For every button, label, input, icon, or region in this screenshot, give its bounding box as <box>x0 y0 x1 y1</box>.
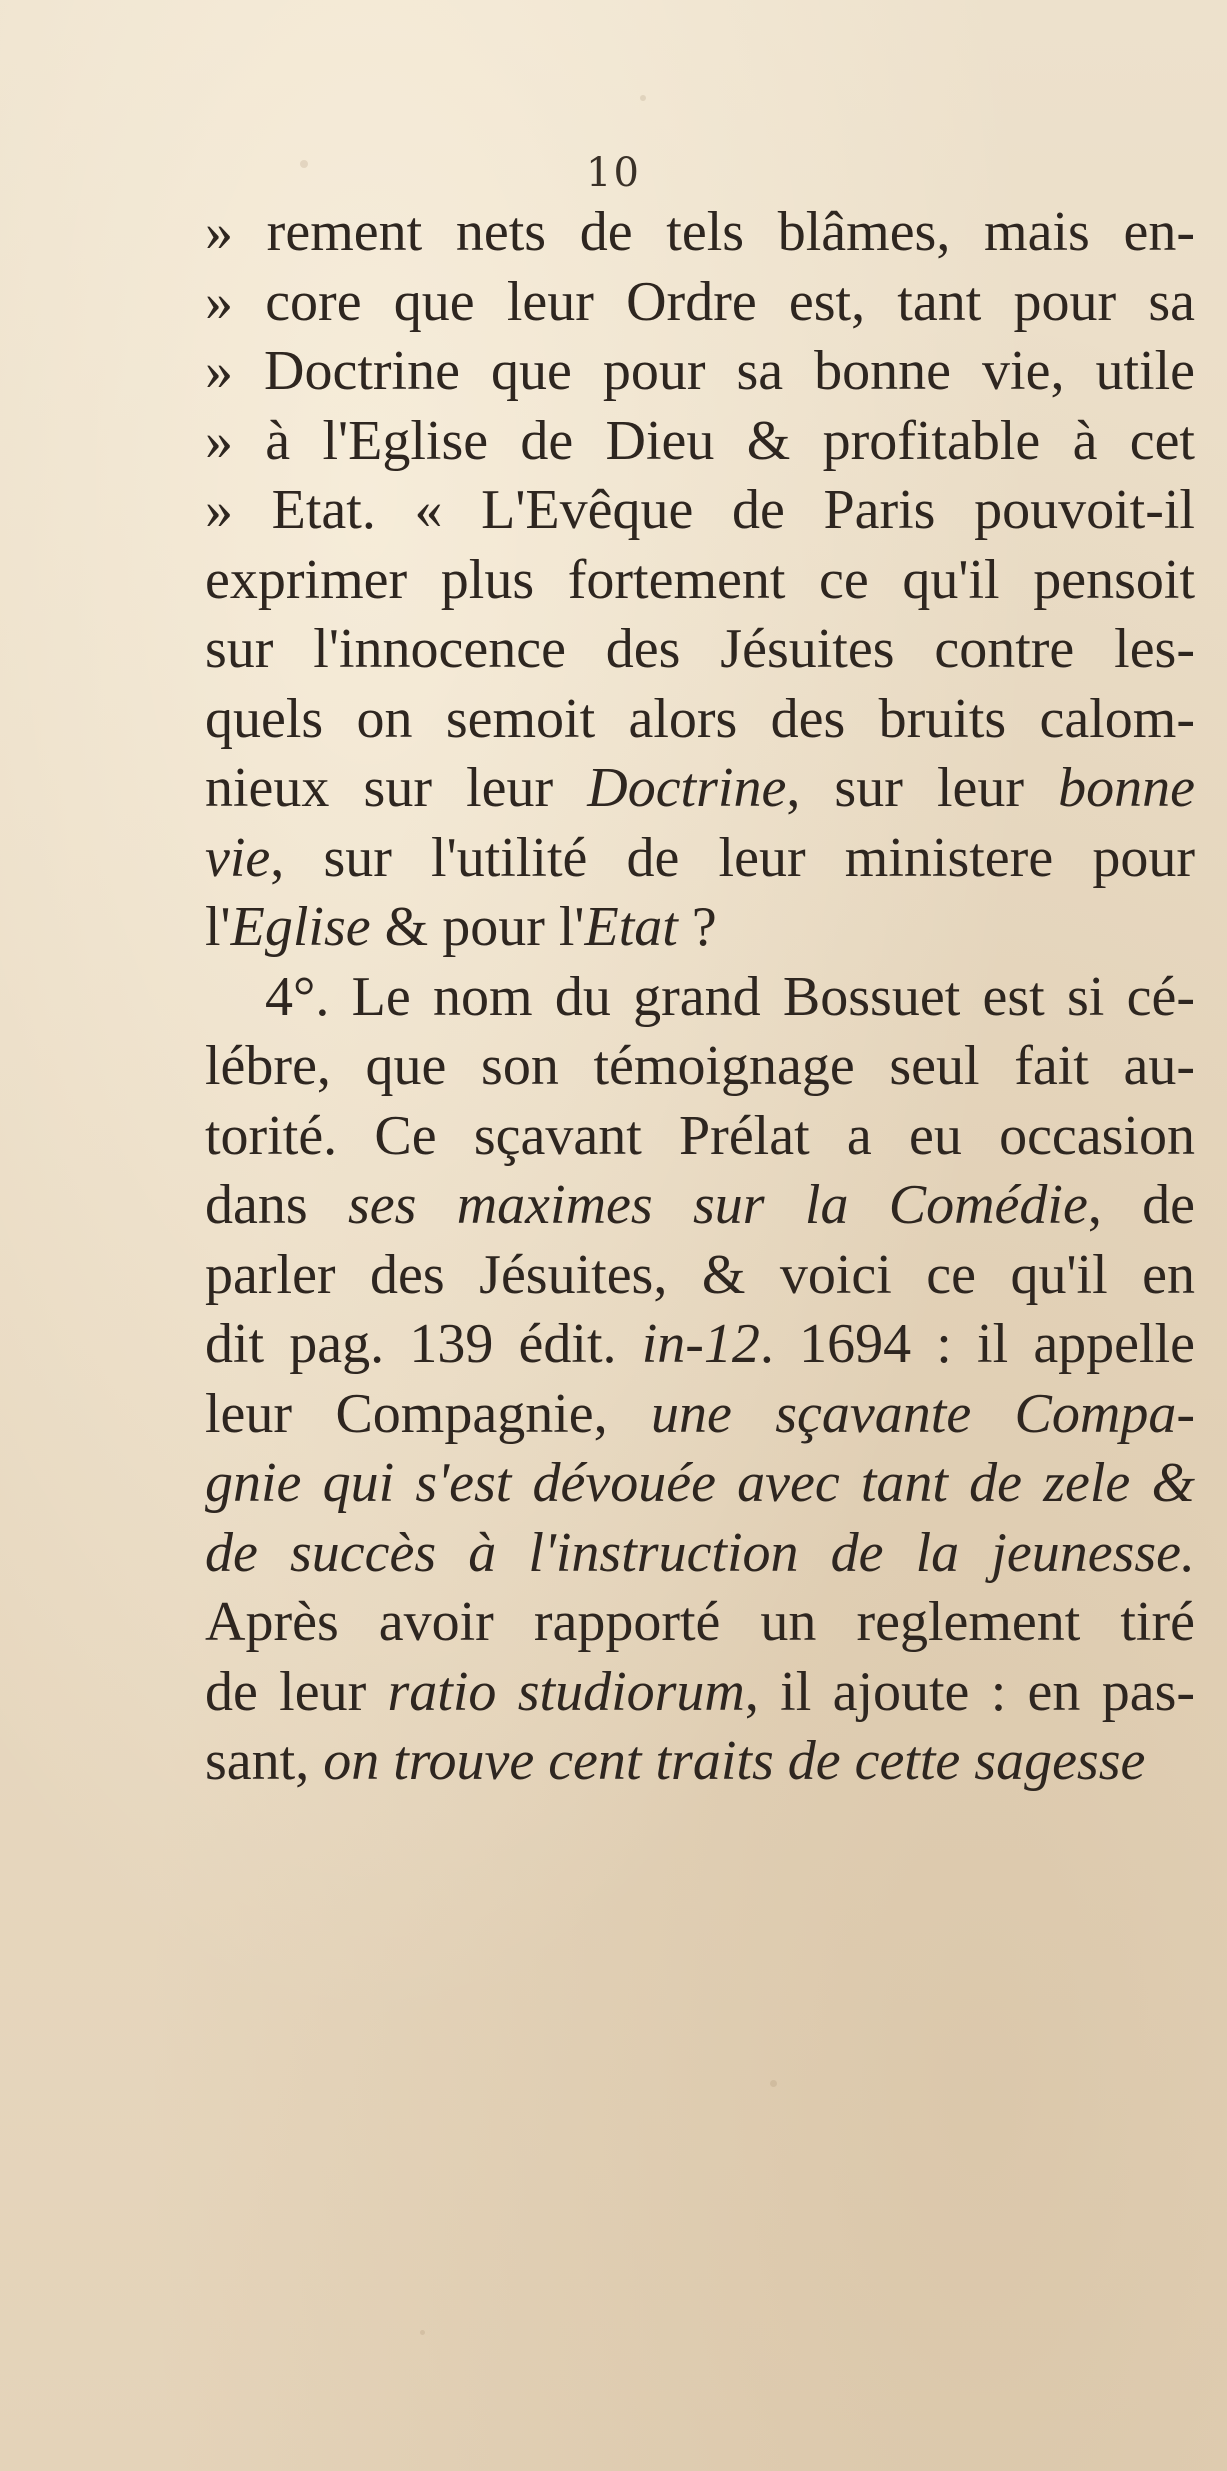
text-line <box>205 1727 1195 1797</box>
text-line <box>205 198 1195 268</box>
roman-text: » core que leur Ordre est, tant pour sa <box>205 270 1195 333</box>
text-line <box>205 1171 1195 1241</box>
italic-text: vie <box>205 826 271 889</box>
italic-text: ratio studiorum <box>387 1660 745 1723</box>
roman-text: 4°. Le nom du grand Bossuet est si cé- <box>265 965 1195 1028</box>
text-line <box>205 824 1195 894</box>
text-line <box>205 1658 1195 1728</box>
roman-text: Après avoir rapporté un reglement tiré <box>205 1591 1195 1653</box>
roman-text: » à l'Eglise de Dieu & profitable à cet <box>205 409 1195 472</box>
text-line <box>205 963 1195 1033</box>
roman-text: nieux sur leur <box>205 757 588 819</box>
italic-text: ses maximes sur la Comédie <box>347 1174 1088 1236</box>
roman-text: » Doctrine que pour sa bonne vie, utile <box>205 340 1195 402</box>
text-line <box>205 1380 1195 1450</box>
roman-text: de leur <box>205 1660 388 1723</box>
italic-text: une sçavante Compa- <box>651 1382 1195 1445</box>
roman-text: , de <box>1087 1174 1195 1236</box>
paper-stain <box>420 2330 425 2335</box>
italic-text: bonne <box>1058 757 1195 819</box>
paper-stain <box>640 95 646 101</box>
paper-stain <box>770 2080 777 2087</box>
roman-text: » rement nets de tels blâmes, mais en- <box>205 201 1195 263</box>
text-line <box>205 615 1195 685</box>
roman-text: » Etat. « L'Evêque de Paris pouvoit-il <box>205 479 1195 541</box>
text-line <box>205 1449 1195 1519</box>
roman-text: & pour l' <box>370 896 585 958</box>
italic-text: Etat <box>584 896 678 958</box>
italic-text: de succès à l'instruction de la jeunesse. <box>205 1521 1195 1584</box>
text-line <box>205 1310 1195 1380</box>
text-line <box>205 1588 1195 1658</box>
body-text <box>205 198 1195 1797</box>
text-line <box>205 407 1195 477</box>
roman-text: , sur leur <box>786 757 1059 819</box>
roman-text: dit pag. 139 édit. <box>205 1313 642 1375</box>
roman-text: dans <box>205 1174 348 1236</box>
roman-text: , il ajoute : en pas- <box>744 1660 1195 1723</box>
roman-text: quels on semoit alors des bruits calom- <box>205 687 1195 750</box>
roman-text: . 1694 : il appelle <box>759 1313 1195 1375</box>
text-line <box>205 1241 1195 1311</box>
text-line <box>205 546 1195 616</box>
italic-text: gnie qui s'est dévouée avec tant de zele & <box>205 1452 1195 1514</box>
text-line <box>205 754 1195 824</box>
italic-text: in-12 <box>641 1313 760 1375</box>
page-number: 10 <box>586 150 641 196</box>
italic-text: Doctrine <box>587 757 787 819</box>
roman-text: sant, <box>205 1730 324 1792</box>
roman-text: , sur l'utilité de leur ministere pour <box>270 826 1195 889</box>
italic-text: on trouve cent traits de cette sagesse <box>323 1730 1146 1792</box>
roman-text: exprimer plus fortement ce qu'il pensoit <box>205 548 1195 611</box>
text-line <box>205 1519 1195 1589</box>
text-line <box>205 685 1195 755</box>
text-line <box>205 893 1195 963</box>
italic-text: Eglise <box>230 896 371 958</box>
roman-text: sur l'innocence des Jésuites contre les- <box>205 618 1195 680</box>
roman-text: l' <box>205 896 231 958</box>
text-line <box>205 268 1195 338</box>
text-line <box>205 1102 1195 1172</box>
text-line <box>205 476 1195 546</box>
roman-text: torité. Ce sçavant Prélat a eu occasion <box>205 1104 1195 1167</box>
text-line <box>205 1032 1195 1102</box>
roman-text: parler des Jésuites, & voici ce qu'il en <box>205 1243 1195 1306</box>
text-line <box>205 337 1195 407</box>
roman-text: lébre, que son témoignage seul fait au- <box>205 1035 1195 1097</box>
roman-text: leur Compagnie, <box>205 1382 652 1445</box>
roman-text: ? <box>677 896 717 958</box>
